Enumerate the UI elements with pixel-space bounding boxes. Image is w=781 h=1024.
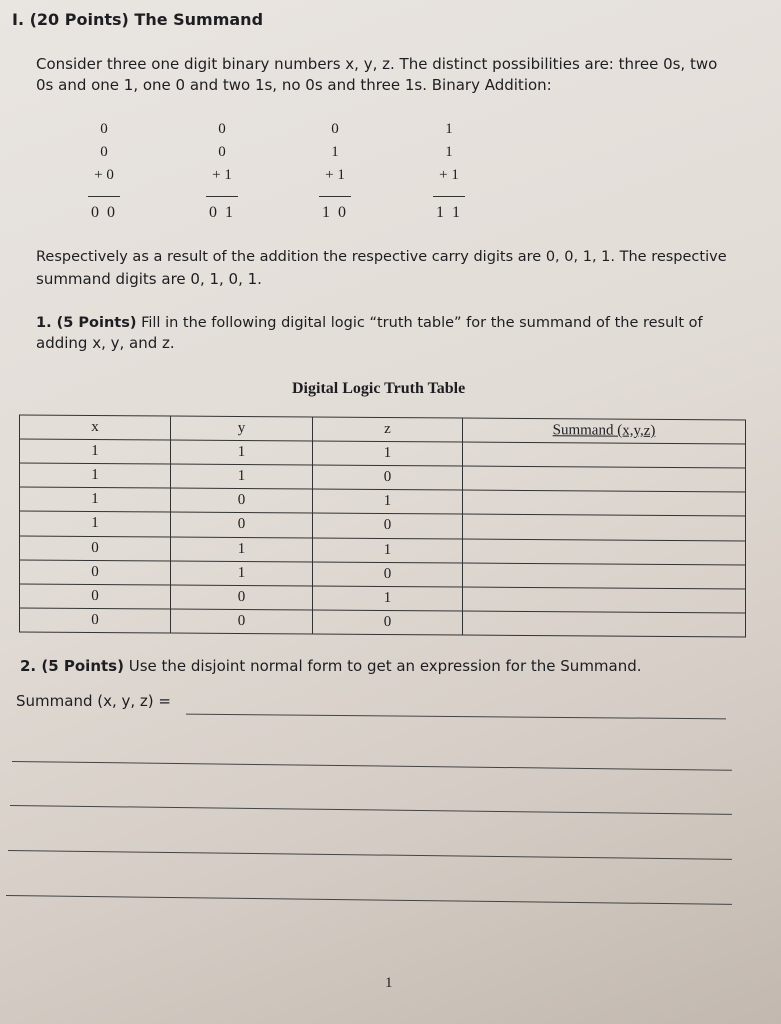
summand-answer-cell[interactable]	[463, 539, 746, 565]
sum-rule	[319, 196, 351, 197]
cell-y: 0	[171, 512, 313, 537]
answer-line-3[interactable]	[10, 805, 732, 815]
answer-line-2[interactable]	[12, 761, 732, 771]
cell-y: 0	[171, 488, 313, 513]
truth-table	[19, 414, 746, 637]
section-title: I. (20 Points) The Summand	[12, 10, 264, 29]
summand-answer-cell[interactable]	[463, 563, 746, 589]
cell-x: 0	[20, 560, 171, 585]
summand-answer-cell[interactable]	[463, 442, 746, 468]
digit-c: + 1	[439, 167, 459, 183]
addition-example-4	[419, 118, 479, 221]
cell-z: 1	[313, 586, 463, 611]
cell-y: 0	[171, 609, 313, 634]
cell-x: 1	[20, 463, 171, 488]
cell-y: 1	[171, 561, 313, 586]
sum-rule	[433, 196, 465, 197]
digit-a: 0	[331, 121, 339, 137]
cell-y: 1	[171, 440, 313, 465]
intro-line-1: Consider three one digit binary numbers x, y, z. The distinct possibilities are: three 0s, two	[36, 55, 718, 73]
cell-x: 1	[20, 487, 171, 512]
cell-z: 0	[313, 465, 463, 490]
summand-answer-cell[interactable]	[463, 611, 746, 637]
digit-b: 1	[331, 144, 339, 160]
question-2	[20, 657, 642, 675]
digit-a: 0	[100, 121, 108, 137]
respectively-line-2: summand digits are 0, 1, 0, 1.	[36, 270, 262, 288]
digit-b: 0	[100, 144, 108, 160]
digit-c: + 1	[325, 167, 345, 183]
page-number: 1	[385, 975, 393, 991]
header-y: y	[171, 416, 313, 441]
digit-c: + 1	[212, 167, 232, 183]
sum-result: 1 0	[322, 204, 348, 221]
question-1	[36, 315, 703, 331]
summand-answer-cell[interactable]	[463, 587, 746, 613]
digit-b: 0	[218, 144, 226, 160]
question-2-points: 2. (5 Points)	[20, 657, 124, 675]
intro-line-2: 0s and one 1, one 0 and two 1s, no 0s and three 1s. Binary Addition:	[36, 76, 552, 94]
cell-x: 1	[20, 439, 171, 464]
digit-c: + 0	[94, 167, 114, 183]
sum-result: 0 0	[91, 204, 117, 221]
respectively-line-1: Respectively as a result of the addition the respective carry digits are 0, 0, 1, 1. The respective	[36, 249, 727, 265]
header-z: z	[313, 417, 463, 442]
summand-answer-cell[interactable]	[463, 514, 746, 540]
digit-a: 0	[218, 121, 226, 137]
question-1-points: 1. (5 Points)	[36, 315, 137, 331]
summand-answer-cell[interactable]	[463, 490, 746, 516]
cell-z: 1	[313, 489, 463, 514]
digit-b: 1	[445, 144, 453, 160]
digit-a: 1	[445, 121, 453, 137]
cell-x: 1	[20, 511, 171, 536]
sum-result: 0 1	[209, 204, 235, 221]
addition-example-2	[192, 118, 252, 221]
header-summand: Summand (x,y,z)	[463, 418, 746, 444]
addition-example-3	[305, 118, 365, 221]
table-row	[20, 608, 746, 637]
cell-y: 1	[171, 537, 313, 562]
sum-rule	[206, 196, 238, 197]
summand-answer-cell[interactable]	[463, 466, 746, 492]
cell-z: 1	[313, 441, 463, 466]
cell-z: 1	[313, 538, 463, 563]
cell-x: 0	[20, 536, 171, 561]
addition-example-1	[74, 118, 134, 221]
summand-expression-label: Summand (x, y, z) =	[16, 692, 171, 710]
sum-rule	[88, 196, 120, 197]
answer-line-5[interactable]	[6, 895, 732, 905]
sum-result: 1 1	[436, 204, 462, 221]
cell-x: 0	[20, 584, 171, 609]
answer-line-4[interactable]	[8, 850, 732, 860]
cell-x: 0	[20, 608, 171, 633]
truth-table-title: Digital Logic Truth Table	[292, 380, 466, 397]
header-x: x	[20, 415, 171, 440]
question-1-text: Fill in the following digital logic “truth table” for the summand of the result of	[136, 315, 703, 331]
cell-y: 1	[171, 464, 313, 489]
question-2-text: Use the disjoint normal form to get an expression for the Summand.	[123, 657, 642, 675]
cell-z: 0	[313, 610, 463, 635]
cell-z: 0	[313, 562, 463, 587]
cell-y: 0	[171, 585, 313, 610]
question-1-line-2: adding x, y, and z.	[36, 334, 175, 352]
cell-z: 0	[313, 513, 463, 538]
answer-line-1[interactable]	[186, 714, 726, 720]
